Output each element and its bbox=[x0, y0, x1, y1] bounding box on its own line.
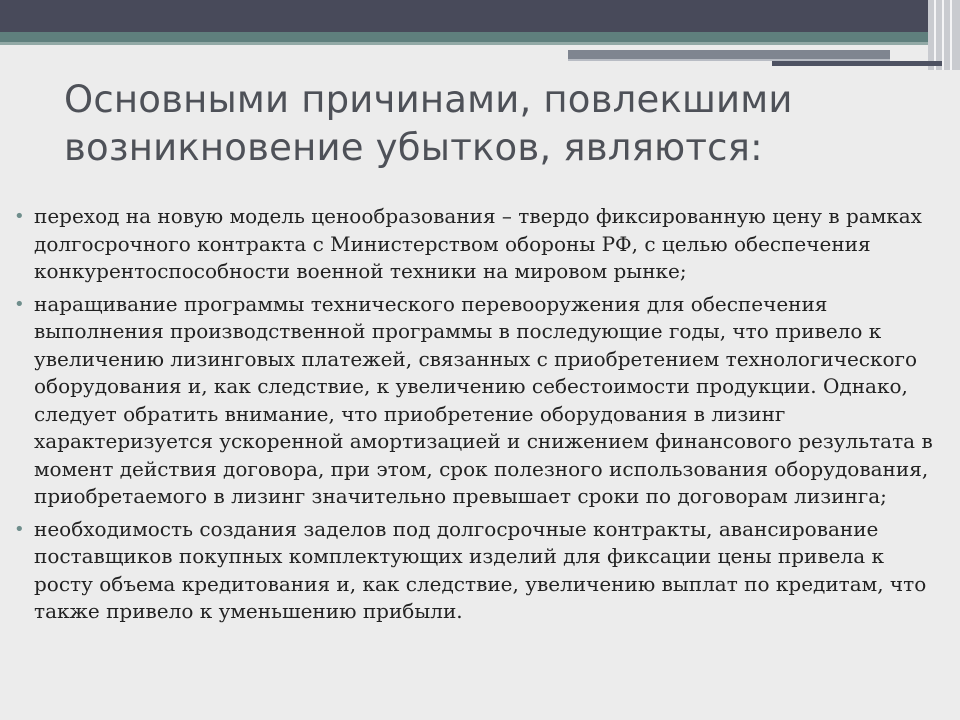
corner-decoration-line bbox=[942, 0, 944, 70]
decorative-bar bbox=[568, 50, 890, 59]
corner-decoration bbox=[928, 0, 960, 70]
bullet-text: наращивание программы технического перевооружения для обеспечения выполнения производственной программы в последующие годы, что привело к увеличению лизинговых платежей, связанных с приобретением технологического оборудования и, как следствие, к увеличению себестоимости продукции. Однако, следует обратить внимание, что приобретение оборудования в лизинг характеризуется ускоренной амортизацией и снижением финансового результата в момент действия договора, при этом, срок полезного использования оборудования, приобретаемого в лизинг значительно превышает сроки по договорам лизинга; bbox=[34, 291, 933, 508]
corner-decoration-line bbox=[950, 0, 952, 70]
bullet-text: необходимость создания заделов под долгосрочные контракты, авансирование поставщиков покупных комплектующих изделий для фиксации цены привела к росту объема кредитования и, как следствие, увеличению выплат по кредитам, что также привело к уменьшению прибыли. bbox=[34, 516, 927, 623]
bullet-text: переход на новую модель ценообразования – твердо фиксированную цену в рамках долгосрочного контракта с Министерством обороны РФ, с целью обеспечения конкурентоспособности военной техники на мировом рынке; bbox=[34, 204, 922, 283]
bullet-icon: • bbox=[14, 518, 25, 540]
bullet-item bbox=[14, 291, 944, 511]
bullet-icon: • bbox=[14, 293, 25, 315]
bullet-item bbox=[14, 516, 944, 626]
slide-title: Основными причинами, повлекшими возникновение убытков, являются: bbox=[64, 78, 793, 169]
bullet-list bbox=[14, 203, 944, 631]
header-accent-line bbox=[0, 42, 960, 45]
decorative-bar bbox=[772, 61, 942, 66]
header-accent-band bbox=[0, 32, 960, 42]
bullet-icon: • bbox=[14, 206, 25, 227]
header-band bbox=[0, 0, 960, 32]
bullet-item bbox=[14, 203, 944, 286]
corner-decoration-line bbox=[934, 0, 936, 70]
